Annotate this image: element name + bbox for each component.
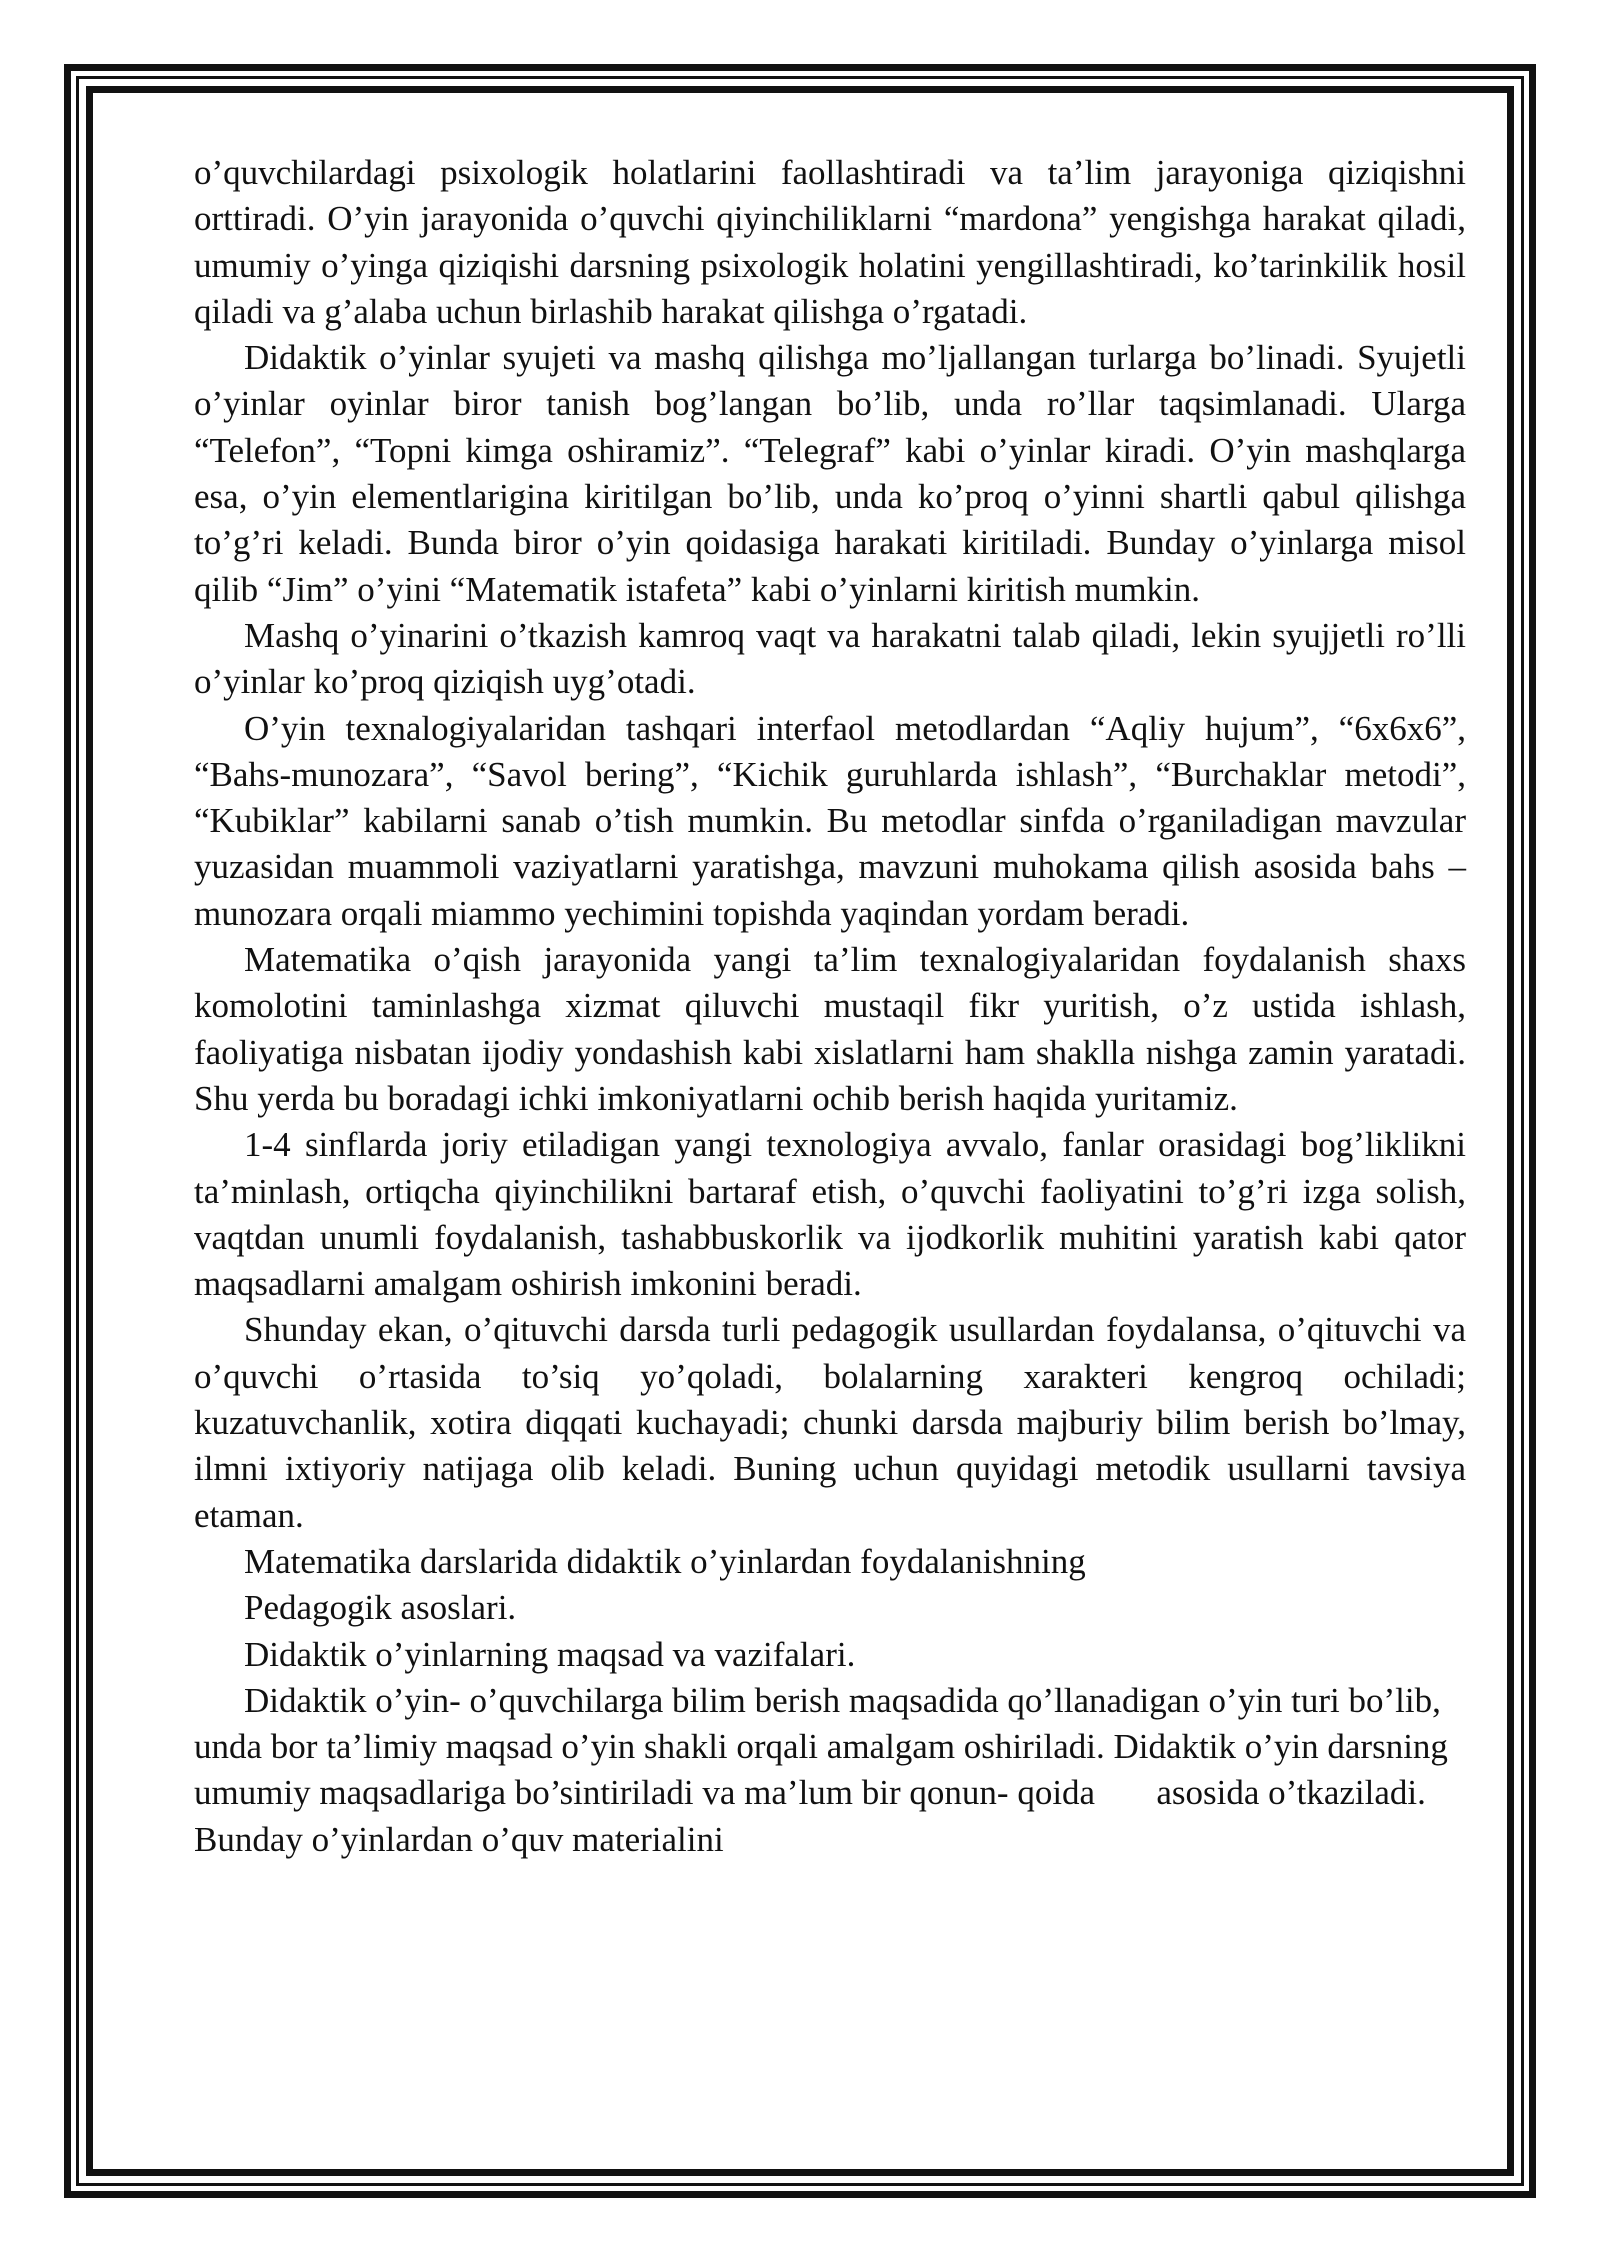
heading-didactic-games-math: Matematika darslarida didaktik o’yinlardan foydalanishning: [244, 1541, 1086, 1581]
paragraph-interactive-methods: O’yin texnalogiyalaridan tashqari interfaol metodlardan “Aqliy hujum”, “6x6x6”, “Bahs-munozara”, “Savol bering”, “Kichik guruhlarda ishlash”, “Burchaklar metodi”, “Kubiklar” kabilarni sanab o’tish mumkin. Bu metodlar sinfda o’rganiladigan mavzular yuzasidan muammoli vaziyatlarni yaratishga, mavzuni muhokama qilish asosida bahs – munozara orqali miammo yechimini topishda yaqindan yordam beradi.: [194, 708, 1466, 933]
paragraph-grades-1-4: 1-4 sinflarda joriy etiladigan yangi texnologiya avvalo, fanlar orasidagi bog’liklikni ta’minlash, ortiqcha qiyinchilikni bartaraf etish, o’quvchi faoliyatini to’g’ri izga solish, vaqtdan unumli foydalanish, tashabbuskorlik va ijodkorlik muhitini yaratish kabi qator maqsadlarni amalgam oshirish imkonini beradi.: [194, 1125, 1466, 1304]
paragraph-didactic-game-definition: Didaktik o’yin- o’quvchilarga bilim berish maqsadida qo’llanadigan o’yin turi bo’lib, unda bor ta’limiy maqsad o’yin shakli orqali amalgam oshiriladi. Didaktik o’yin darsning umumiy maqsadlariga bo’sintiriladi va ma’lum bir qonun- qoida asosida o’tkaziladi. Bunday o’yinlardan o’quv materialini: [194, 1680, 1457, 1859]
paragraph-psychological-state: o’quvchilardagi psixologik holatlarini faollashtiradi va ta’lim jarayoniga qiziqishni orttiradi. O’yin jarayonida o’quvchi qiyinchiliklarni “mardona” yengishga harakat qiladi, umumiy o’yinga qiziqishi darsning psixologik holatini yengillashtiradi, ko’tarinkilik hosil qiladi va g’alaba uchun birlashib harakat qilishga o’rgatadi.: [194, 153, 1466, 331]
paragraph-exercise-games: Mashq o’yinarini o’tkazish kamroq vaqt va harakatni talab qiladi, lekin syujjetli ro’lli o’yinlar ko’proq qiziqish uyg’otadi.: [194, 615, 1466, 702]
paragraph-teacher-methods: Shunday ekan, o’qituvchi darsda turli pedagogik usullardan foydalansa, o’qituvchi va o’quvchi o’rtasida to’siq yo’qoladi, bolalarning xarakteri kengroq ochiladi; kuzatuvchanlik, xotira diqqati kuchayadi; chunki darsda majburiy bilim berish bo’lmay, ilmni ixtiyoriy natijaga olib keladi. Buning uchun quyidagi metodik usullarni tavsiya etaman.: [194, 1310, 1466, 1535]
paragraph-math-technologies: Matematika o’qish jarayonida yangi ta’lim texnalogiyalaridan foydalanish shaxs komolotini taminlashga xizmat qiluvchi mustaqil fikr yuritish, o’z ustida ishlash, faoliyatiga nisbatan ijodiy yondashish kabi xislatlarni ham shaklla nishga zamin yaratadi. Shu yerda bu boradagi ichki imkoniyatlarni ochib berish haqida yuritamiz.: [194, 940, 1466, 1118]
heading-pedagogical-basis: Pedagogik asoslari.: [244, 1588, 517, 1628]
paragraph-game-types: Didaktik o’yinlar syujeti va mashq qilishga mo’ljallangan turlarga bo’linadi. Syujetli o’yinlar oyinlar biror tanish bog’langan bo’lib, unda ro’llar taqsimlanadi. Ularga “Telefon”, “Topni kimga oshiramiz”. “Telegraf” kabi o’yinlar kiradi. O’yin mashqlarga esa, o’yin elementlarigina kiritilgan bo’lib, unda ko’proq o’yinni shartli qabul qilishga to’g’ri keladi. Bunda biror o’yin qoidasiga harakati kiritiladi. Bunday o’yinlarga misol qilib “Jim” o’yini “Matematik istafeta” kabi o’yinlarni kiritish mumkin.: [194, 338, 1466, 609]
heading-goals-and-tasks: Didaktik o’yinlarning maqsad va vazifalari.: [244, 1634, 856, 1674]
document-body: [194, 150, 1466, 1863]
